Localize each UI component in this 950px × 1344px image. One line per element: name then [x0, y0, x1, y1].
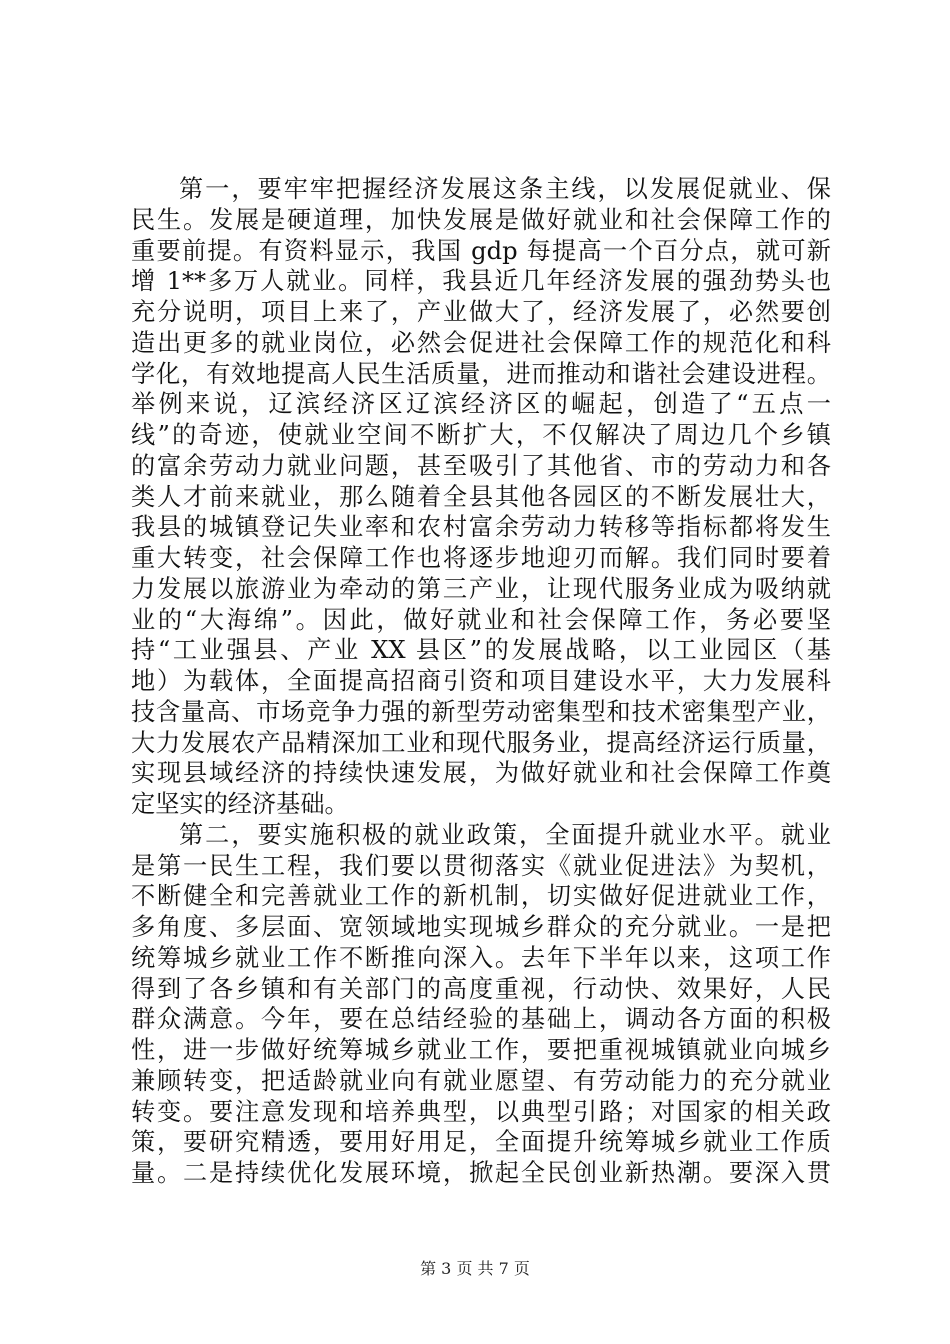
page-footer: 第 3 页 共 7 页 — [420, 1259, 530, 1278]
text-line: 是第一民生工程，我们要以贯彻落实《就业促进法》为契机， — [131, 851, 831, 880]
body-text — [131, 174, 831, 1189]
text-line: 业的“大海绵”。因此，做好就业和社会保障工作，务必要坚 — [131, 605, 831, 634]
text-line: 的富余劳动力就业问题，甚至吸引了其他省、市的劳动力和各 — [131, 451, 831, 480]
text-line: 造出更多的就业岗位，必然会促进社会保障工作的规范化和科 — [131, 328, 831, 357]
text-line: 多角度、多层面、宽领域地实现城乡群众的充分就业。一是把 — [131, 913, 831, 941]
text-line: 大力发展农产品精深加工业和现代服务业，提高经济运行质量， — [131, 728, 831, 757]
text-line: 策，要研究精透，要用好用足，全面提升统筹城乡就业工作质 — [131, 1128, 831, 1157]
text-line: 转变。要注意发现和培养典型，以典型引路；对国家的相关政 — [131, 1097, 831, 1126]
text-line: 性，进一步做好统筹城乡就业工作，要把重视城镇就业向城乡 — [131, 1036, 831, 1064]
text-line: 实现县域经济的持续快速发展，为做好就业和社会保障工作奠 — [131, 759, 831, 788]
text-line: 持“工业强县、产业 XX 县区”的发展战略，以工业园区（基 — [131, 636, 831, 665]
text-line: 第二，要实施积极的就业政策，全面提升就业水平。就业 — [179, 820, 831, 849]
text-line: 地）为载体，全面提高招商引资和项目建设水平，大力发展科 — [131, 667, 831, 695]
text-line: 重大转变，社会保障工作也将逐步地迎刃而解。我们同时要着 — [131, 544, 831, 572]
text-line: 增 1**多万人就业。同样，我县近几年经济发展的强劲势头也 — [131, 267, 831, 296]
text-line: 兼顾转变，把适龄就业向有就业愿望、有劳动能力的充分就业 — [131, 1066, 831, 1095]
text-line: 学化，有效地提高人民生活质量，进而推动和谐社会建设进程。 — [131, 359, 831, 388]
text-line: 类人才前来就业，那么随着全县其他各园区的不断发展壮大， — [131, 482, 831, 511]
text-line: 统筹城乡就业工作不断推向深入。去年下半年以来，这项工作 — [131, 943, 831, 972]
text-line: 力发展以旅游业为牵动的第三产业，让现代服务业成为吸纳就 — [131, 574, 831, 603]
text-line: 第一，要牢牢把握经济发展这条主线，以发展促就业、保 — [179, 175, 831, 203]
text-line: 得到了各乡镇和有关部门的高度重视，行动快、效果好，人民 — [131, 974, 831, 1003]
text-line: 重要前提。有资料显示，我国 gdp 每提高一个百分点，就可新 — [131, 236, 831, 265]
text-line: 充分说明，项目上来了，产业做大了，经济发展了，必然要创 — [131, 298, 831, 326]
text-line: 定坚实的经济基础。 — [131, 790, 349, 818]
text-line: 群众满意。今年，要在总结经验的基础上，调动各方面的积极 — [131, 1005, 831, 1034]
text-line: 民生。发展是硬道理，加快发展是做好就业和社会保障工作的 — [131, 205, 831, 234]
text-line: 举例来说，辽滨经济区辽滨经济区的崛起，创造了“五点一 — [131, 390, 831, 419]
text-line: 技含量高、市场竞争力强的新型劳动密集型和技术密集型产业， — [131, 697, 831, 726]
text-line: 线”的奇迹，使就业空间不断扩大，不仅解决了周边几个乡镇 — [131, 421, 831, 449]
text-line: 量。二是持续优化发展环境，掀起全民创业新热潮。要深入贯 — [131, 1159, 831, 1187]
text-line: 我县的城镇登记失业率和农村富余劳动力转移等指标都将发生 — [131, 513, 831, 542]
text-line: 不断健全和完善就业工作的新机制，切实做好促进就业工作， — [131, 882, 831, 911]
